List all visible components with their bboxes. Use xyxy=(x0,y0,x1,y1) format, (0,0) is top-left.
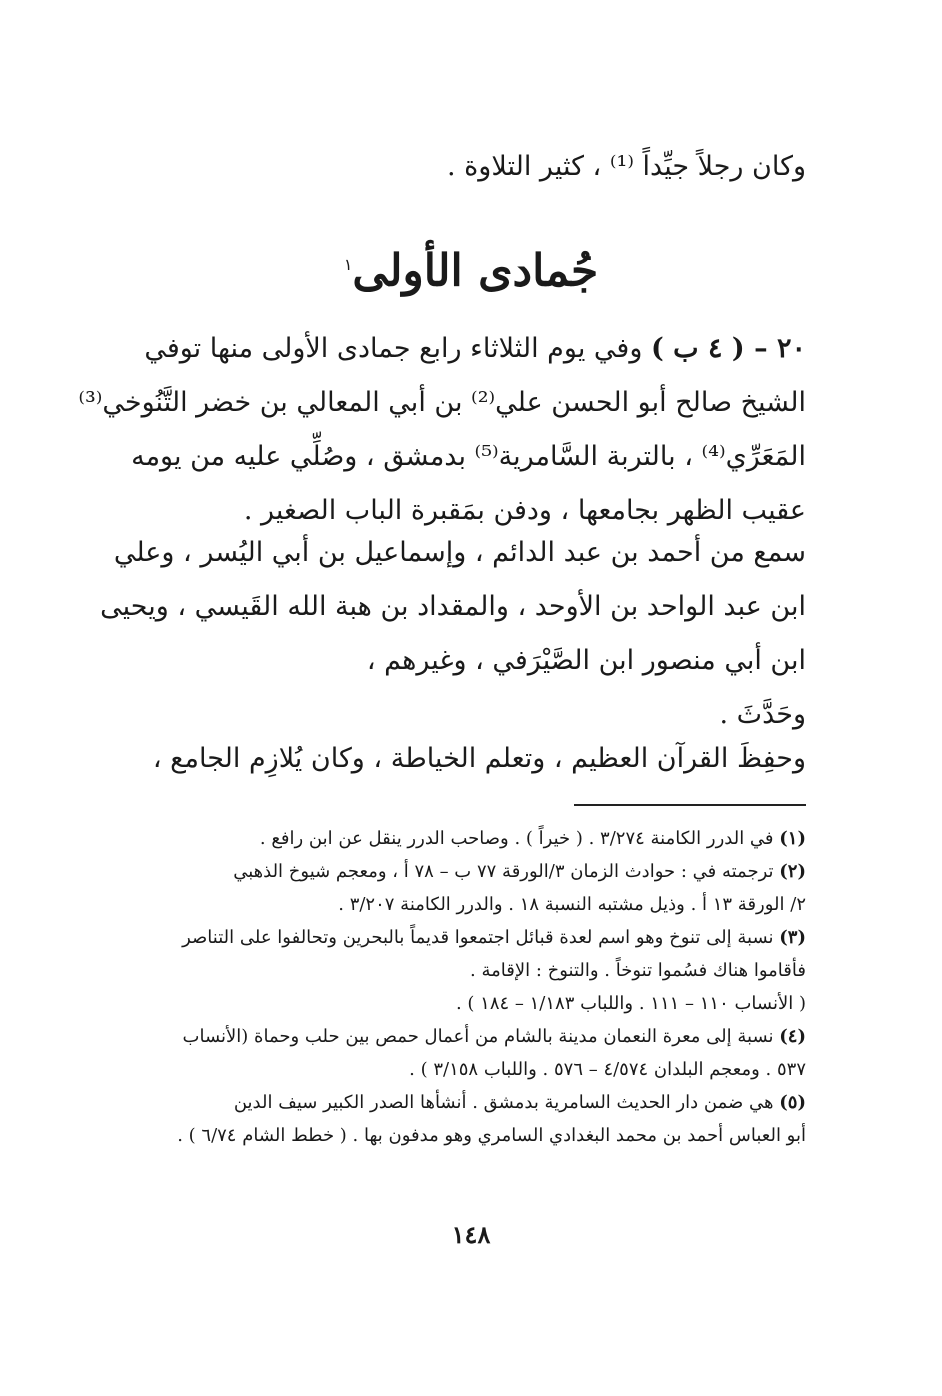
footnote-3-line-2: فأقاموا هناك فسُموا تنوخاً . والتنوخ : الإقامة . xyxy=(470,960,806,981)
entry-line-2: الشيخ صالح أبو الحسن علي⁽²⁾ بن أبي المعالي بن خضر التَّنُوخي⁽³⁾ xyxy=(78,387,806,418)
paragraph-2-line-1: سمع من أحمد بن عبد الدائم ، وإسماعيل بن أبي اليُسر ، وعلي xyxy=(113,537,806,568)
footnote-3-tag: (٣) xyxy=(779,927,806,948)
footnote-4-text: نسبة إلى معرة النعمان مدينة بالشام من أعمال حمص بين حلب وحماة (الأنساب xyxy=(182,1026,774,1047)
entry-line-3: المَعَرِّي⁽⁴⁾ ، بالتربة السَّامرية⁽⁵⁾ بدمشق ، وصُلِّي عليه من يومه xyxy=(131,441,806,472)
paragraph-3-line-1: وحفِظَ القرآن العظيم ، وتعلم الخياطة ، وكان يُلازِم الجامع ، xyxy=(152,743,806,774)
intro-paragraph xyxy=(134,140,806,194)
entry-paragraph xyxy=(78,322,806,538)
paragraph-2 xyxy=(100,526,806,742)
footnote-1-tag: (١) xyxy=(779,828,806,849)
footnote-2-text: ترجمته في : حوادث الزمان ٣/الورقة ٧٧ ب – ٧٨ أ ، ومعجم شيوخ الذهبي xyxy=(233,861,774,882)
entry-line-1 xyxy=(134,322,806,376)
intro-line: وكان رجلاً جيِّداً ⁽¹⁾ ، كثير التلاوة . xyxy=(447,151,806,182)
footnote-3-line-1 xyxy=(134,921,806,954)
footnote-3-line-3: ( الأنساب ١١٠ – ١١١ . واللباب ١/١٨٣ – ١٨٤ ) . xyxy=(455,993,806,1014)
footnote-5-line-1 xyxy=(134,1086,806,1119)
footnote-3-text: نسبة إلى تنوخ وهو اسم لعدة قبائل اجتمعوا قديماً بالبحرين وتحالفوا على التناصر xyxy=(182,927,774,948)
entry-line-1-text: وفي يوم الثلاثاء رابع جمادى الأولى منها توفي xyxy=(144,333,643,364)
footnote-2-line-1 xyxy=(134,855,806,888)
paragraph-2-line-2: ابن عبد الواحد بن الأوحد ، والمقداد بن هبة الله القَيسي ، ويحيى xyxy=(100,591,806,622)
footnote-4-line-2: ٥٣٧ . ومعجم البلدان ٤/٥٧٤ – ٥٧٦ . واللباب ٣/١٥٨ ) . xyxy=(409,1059,806,1080)
entry-number: ٢٠ – ( ٤ ب ) xyxy=(650,333,806,364)
footnote-2-tag: (٢) xyxy=(779,861,806,882)
footnote-4-line-1 xyxy=(134,1020,806,1053)
footnote-5-text: هي ضمن دار الحديث السامرية بدمشق . أنشأها الصدر الكبير سيف الدين xyxy=(233,1092,774,1113)
footnote-1-line-1 xyxy=(134,822,806,855)
page-number: ١٤٨ xyxy=(451,1220,491,1249)
paragraph-2-line-3: ابن أبي منصور ابن الصَّيْرَفي ، وغيرهم ، xyxy=(366,645,806,676)
paragraph-2-line-4: وحَدَّثَ . xyxy=(719,699,806,730)
entry-line-4: عقيب الظهر بجامعها ، ودفن بمَقبرة الباب الصغير . xyxy=(243,495,806,526)
footnote-5-line-2: أبو العباس أحمد بن محمد البغدادي السامري وهو مدفون بها . ( خطط الشام ٦/٧٤ ) . xyxy=(177,1125,806,1146)
footnote-1-text: في الدرر الكامنة ٣/٢٧٤ . ( خيراً ) . وصاحب الدرر ينقل عن ابن رافع . xyxy=(259,828,774,849)
section-heading-text: جُمادى الأولى xyxy=(352,245,599,297)
footnotes xyxy=(134,822,806,1152)
footnote-2-line-2: ٢/ الورقة ١٣ أ . وذيل مشتبه النسبة ١٨ . والدرر الكامنة ٣/٢٠٧ . xyxy=(338,894,806,915)
section-heading xyxy=(0,230,942,307)
footnote-4-tag: (٤) xyxy=(779,1026,806,1047)
footnote-5-tag: (٥) xyxy=(779,1092,806,1113)
section-heading-footnote-ref: ١ xyxy=(343,255,353,274)
footnote-divider xyxy=(574,804,806,806)
paragraph-3 xyxy=(134,732,806,786)
